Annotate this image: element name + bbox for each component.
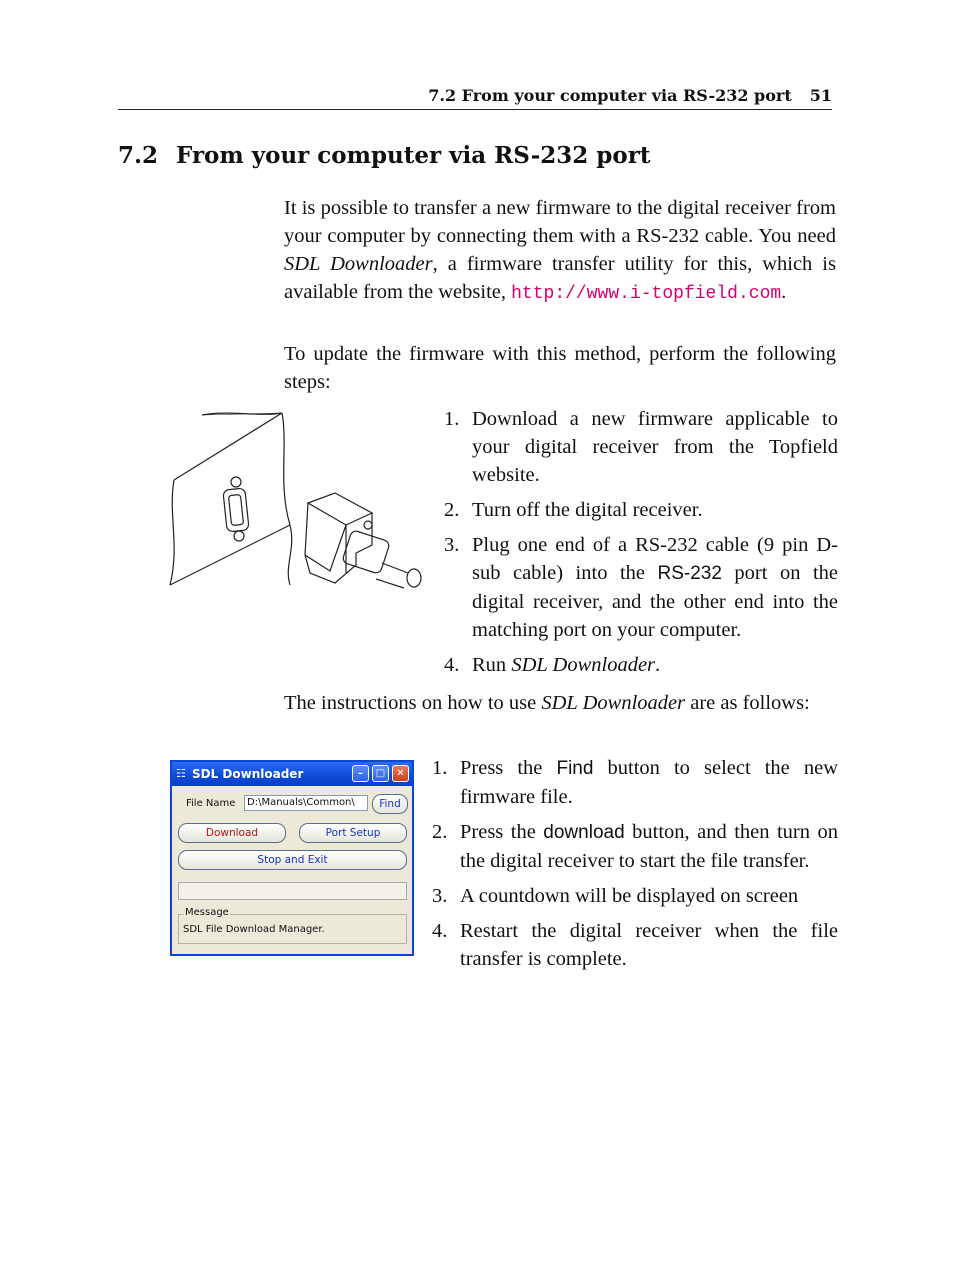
usage-steps-list (432, 754, 838, 980)
list-text: A countdown will be displayed on screen (460, 885, 799, 907)
list-item (432, 917, 838, 973)
list-number: 1. (444, 408, 460, 430)
intro-text-3: . (781, 281, 787, 303)
running-head-title: 7.2 From your computer via RS-232 port (428, 86, 792, 105)
steps-intro-paragraph: To update the firmware with this method, perform the following steps: (284, 343, 836, 393)
list-item (432, 754, 838, 811)
running-head (118, 86, 832, 110)
find-button[interactable]: Find (372, 794, 408, 814)
website-link[interactable]: http://www.i-topfield.com (511, 284, 782, 304)
rs232-port-name: RS-232 (657, 563, 722, 584)
sdl-downloader-name: SDL Downloader (284, 253, 433, 275)
window-title: SDL Downloader (192, 767, 304, 781)
download-button-name: download (543, 822, 625, 843)
list-text: Press the (460, 757, 557, 779)
list-text: button, and then turn on the digital receiver to start the file transfer. (460, 821, 838, 872)
list-item (432, 882, 838, 910)
rs232-port-illustration (160, 405, 430, 595)
list-text: button to select the new firmware file. (460, 757, 839, 808)
list-text: Press the (460, 821, 544, 843)
sdl-downloader-window (170, 760, 414, 956)
list-number: 3. (432, 885, 448, 907)
page-number: 51 (809, 86, 832, 105)
sdl-downloader-name: SDL Downloader (541, 692, 686, 714)
section-number: 7.2 (118, 142, 159, 169)
intro-text: It is possible to transfer a new firmware to the digital receiver from your computer by connecting them with a RS-232 cable. You need (284, 197, 836, 247)
app-icon: ☷ (176, 767, 186, 780)
download-button[interactable]: Download (178, 823, 286, 843)
port-setup-button[interactable]: Port Setup (299, 823, 407, 843)
list-number: 4. (444, 654, 460, 676)
section-heading-text: From your computer via RS-232 port (176, 142, 651, 169)
list-number: 4. (432, 920, 448, 942)
sdl-downloader-name: SDL Downloader (511, 654, 656, 676)
list-number: 2. (444, 499, 460, 521)
message-group (178, 907, 407, 944)
minimize-icon[interactable]: – (352, 765, 369, 782)
progress-bar (178, 882, 407, 900)
setup-steps-list (444, 405, 838, 686)
list-text: Plug one end of a RS-232 cable (9 pin D-sub cable) into the (472, 534, 838, 584)
list-number: 3. (444, 534, 460, 556)
stop-and-exit-button[interactable]: Stop and Exit (178, 850, 407, 870)
list-number: 1. (432, 757, 448, 779)
list-text: Run (472, 654, 512, 676)
file-name-label: File Name (186, 798, 236, 809)
window-titlebar (172, 762, 412, 786)
list-text: Restart the digital receiver when the file transfer is complete. (460, 920, 838, 970)
message-label: Message (185, 907, 229, 918)
list-text: . (655, 654, 661, 676)
usage-intro-paragraph (284, 689, 836, 717)
list-text: Download a new firmware applicable to your digital receiver from the Topfield website. (472, 408, 838, 486)
find-button-name: Find (556, 758, 594, 779)
list-item (444, 531, 838, 644)
usage-text-2: are as follows: (685, 692, 810, 714)
maximize-icon[interactable]: □ (372, 765, 389, 782)
list-item (444, 496, 838, 524)
message-text: SDL File Download Manager. (183, 924, 325, 935)
section-title (118, 142, 650, 169)
list-item (432, 818, 838, 875)
intro-paragraph (284, 194, 836, 308)
file-name-input[interactable]: D:\Manuals\Common\ (244, 795, 368, 811)
list-item (444, 651, 838, 679)
list-text: Turn off the digital receiver. (472, 499, 703, 521)
close-icon[interactable]: ✕ (392, 765, 409, 782)
intro-text-2: , a firmware transfer utility for this, which is available from the website, (284, 253, 836, 303)
usage-text: The instructions on how to use (284, 692, 542, 714)
list-number: 2. (432, 821, 448, 843)
list-text: port on the digital receiver, and the other end into the matching port on your computer. (472, 562, 838, 641)
list-item (444, 405, 838, 489)
